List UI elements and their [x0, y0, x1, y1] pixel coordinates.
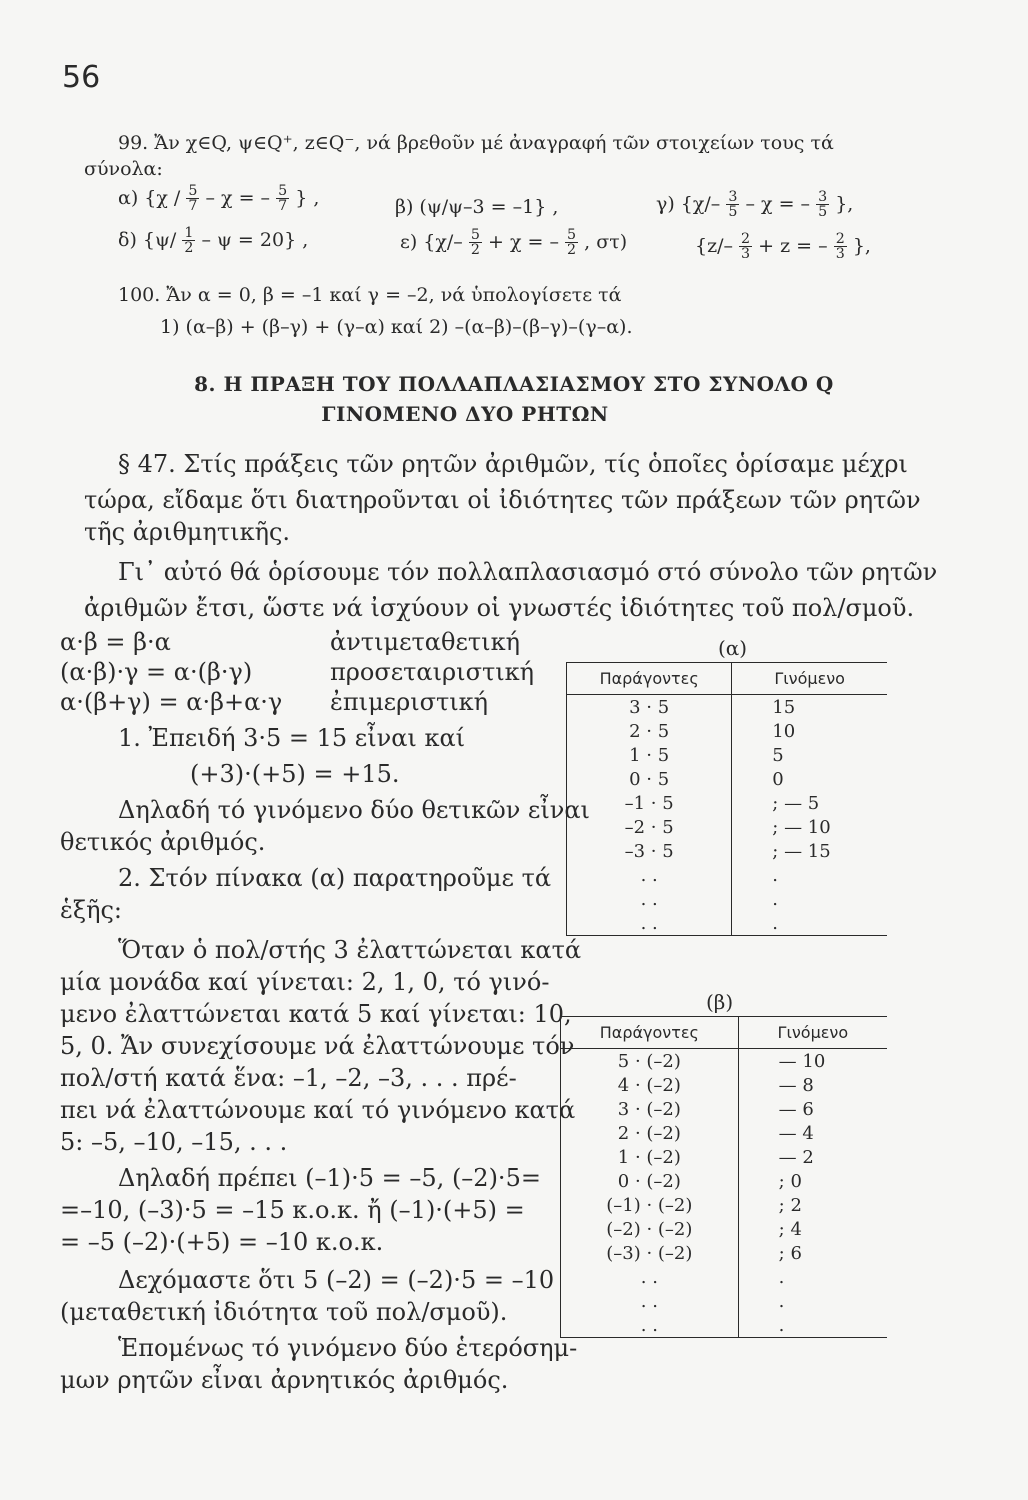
paragraph-1-line-1: § 47. Στίς πράξεις τῶν ρητῶν ἀριθμῶν, τίς ὁποῖες ὁρίσαμε μέχρι [118, 450, 908, 478]
factors-cell: –3 · 5 [567, 839, 732, 863]
fraction: $\frac{2}{3}$ [741, 231, 751, 263]
table-row [561, 1265, 887, 1289]
table-row [567, 815, 887, 839]
statement-1-line-4: θετικός ἀριθμός. [60, 828, 266, 856]
product-cell: — 10 [778, 1050, 826, 1072]
table-b-header-product: Γινόμενο [738, 1017, 887, 1049]
table-b-caption: (β) [706, 990, 734, 1014]
statement-5-line-2: (μεταθετική ἰδιότητα τοῦ πολ/σμοῦ). [60, 1298, 508, 1326]
statement-3-line-6: πει νά ἐλαττώνουμε καί τό γινόμενο κατά [60, 1096, 576, 1124]
product-cell: 5 [772, 744, 784, 766]
exercise-99-g: γ) {χ/– $\frac{3}{5}$ – χ = – $\frac{3}{5}$ }, [656, 189, 854, 221]
product-cell: . [772, 912, 779, 934]
product-cell: — 6 [778, 1098, 814, 1120]
product-cell: . [778, 1314, 785, 1336]
exercise-100-line-1: 100. Ἄν α = 0, β = –1 καί γ = –2, νά ὑπολογίσετε τά [118, 284, 622, 306]
product-cell: ; — 10 [772, 816, 831, 838]
table-row [561, 1241, 887, 1265]
statement-6-line-1: Ἑπομένως τό γινόμενο δύο ἑτερόσημ- [118, 1334, 578, 1362]
product-cell: . [772, 864, 779, 886]
factors-cell: –2 · 5 [567, 815, 732, 839]
factors-cell: (–3) · (–2) [561, 1241, 738, 1265]
table-row [561, 1049, 887, 1074]
factors-cell: 0 · (–2) [561, 1169, 738, 1193]
table-row [561, 1145, 887, 1169]
factors-cell: 1 · (–2) [561, 1145, 738, 1169]
factors-cell: (–2) · (–2) [561, 1217, 738, 1241]
statement-1-line-3: Δηλαδή τό γινόμενο δύο θετικῶν εἶναι [118, 796, 590, 824]
table-row [561, 1193, 887, 1217]
product-cell: — 2 [778, 1146, 814, 1168]
product-cell: ; 4 [778, 1218, 802, 1240]
table-row [561, 1097, 887, 1121]
factors-cell: 3 · 5 [567, 695, 732, 720]
factors-cell: 5 · (–2) [561, 1049, 738, 1074]
statement-4-line-1: Δηλαδή πρέπει (–1)·5 = –5, (–2)·5= [118, 1164, 541, 1192]
statement-3-line-3: μενο ἐλαττώνεται κατά 5 καί γίνεται: 10, [60, 1000, 572, 1028]
factors-cell: –1 · 5 [567, 791, 732, 815]
statement-3-line-2: μία μονάδα καί γίνεται: 2, 1, 0, τό γινό- [60, 968, 550, 996]
product-cell: 15 [772, 696, 796, 718]
table-a-header-factors: Παράγοντες [567, 663, 732, 695]
law-distributive-name: ἐπιμεριστική [330, 688, 489, 716]
exercise-99-st: {z/– $\frac{2}{3}$ + z = – $\frac{2}{3}$ }, [695, 231, 871, 263]
factors-cell: (–1) · (–2) [561, 1193, 738, 1217]
product-cell: 0 [772, 768, 784, 790]
page-number: 56 [62, 60, 101, 95]
factors-cell: . . [561, 1265, 738, 1289]
table-a [566, 662, 887, 936]
exercise-99-a: α) {χ / $\frac{5}{7}$ – χ = – $\frac{5}{7}$ } , [118, 183, 320, 215]
law-distributive-formula: α·(β+γ) = α·β+α·γ [60, 688, 283, 716]
exercise-99-intro: 99. Ἄν χ∈Q, ψ∈Q⁺, z∈Q⁻, νά βρεθοῦν μέ ἀναγραφή τῶν στοιχείων τους τά [118, 132, 834, 154]
factors-cell: 4 · (–2) [561, 1073, 738, 1097]
fraction: $\frac{3}{5}$ [728, 189, 738, 221]
law-commutative-formula: α·β = β·α [60, 628, 171, 656]
statement-6-line-2: μων ρητῶν εἶναι ἀρνητικός ἀριθμός. [60, 1366, 509, 1394]
product-cell: ; 2 [778, 1194, 802, 1216]
product-cell: ; — 15 [772, 840, 831, 862]
statement-5-line-1: Δεχόμαστε ὅτι 5 (–2) = (–2)·5 = –10 [118, 1266, 555, 1294]
product-cell: — 4 [778, 1122, 814, 1144]
exercise-100-line-2: 1) (α–β) + (β–γ) + (γ–α) καί 2) –(α–β)–(β–γ)–(γ–α). [160, 316, 633, 338]
factors-cell: 1 · 5 [567, 743, 732, 767]
factors-cell: . . [561, 1313, 738, 1337]
table-row [561, 1169, 887, 1193]
table-row [561, 1073, 887, 1097]
table-b [560, 1016, 887, 1338]
table-row [561, 1289, 887, 1313]
statement-3-line-4: 5, 0. Ἄν συνεχίσουμε νά ἐλαττώνουμε τόν [60, 1032, 575, 1060]
statement-2-line-2: ἑξῆς: [60, 896, 123, 924]
factors-cell: . . [561, 1289, 738, 1313]
law-associative-name: προσεταιριστική [330, 658, 535, 686]
fraction: $\frac{5}{7}$ [188, 183, 198, 215]
law-associative-formula: (α·β)·γ = α·(β·γ) [60, 658, 253, 686]
table-b-header-factors: Παράγοντες [561, 1017, 738, 1049]
statement-4-line-3: = –5 (–2)·(+5) = –10 κ.ο.κ. [60, 1228, 384, 1256]
factors-cell: . . [567, 887, 732, 911]
factors-cell: 2 · 5 [567, 719, 732, 743]
law-commutative-name: ἀντιμεταθετική [330, 628, 520, 656]
table-row [567, 863, 887, 887]
product-cell: . [778, 1266, 785, 1288]
factors-cell: 0 · 5 [567, 767, 732, 791]
fraction: $\frac{2}{3}$ [835, 231, 845, 263]
statement-3-line-5: πολ/στή κατά ἕνα: –1, –2, –3, . . . πρέ- [60, 1064, 517, 1092]
fraction: $\frac{1}{2}$ [184, 225, 194, 257]
exercise-99-intro-2: σύνολα: [84, 158, 163, 180]
paragraph-1-line-3: τῆς ἀριθμητικῆς. [84, 518, 291, 546]
table-row [561, 1217, 887, 1241]
paragraph-1-line-2: τώρα, εἴδαμε ὅτι διατηροῦνται οἱ ἰδιότητες τῶν πράξεων τῶν ρητῶν [84, 486, 921, 514]
fraction: $\frac{5}{2}$ [470, 227, 480, 259]
table-row [567, 911, 887, 935]
exercise-99-b: β) (ψ/ψ–3 = –1} , [395, 196, 559, 218]
table-a-caption: (α) [718, 636, 748, 660]
fraction: $\frac{5}{7}$ [278, 183, 288, 215]
table-row [567, 719, 887, 743]
table-row [567, 887, 887, 911]
statement-4-line-2: =–10, (–3)·5 = –15 κ.ο.κ. ἤ (–1)·(+5) = [60, 1196, 525, 1224]
statement-2-line-1: 2. Στόν πίνακα (α) παρατηροῦμε τά [118, 864, 552, 892]
statement-1-line-2: (+3)·(+5) = +15. [190, 760, 400, 788]
paragraph-2-line-1: Γι᾽ αὐτό θά ὁρίσουμε τόν πολλαπλασιασμό στό σύνολο τῶν ρητῶν [118, 558, 938, 586]
product-cell: ; — 5 [772, 792, 820, 814]
table-a-header-product: Γινόμενο [732, 663, 887, 695]
table-row [561, 1313, 887, 1337]
product-cell: 10 [772, 720, 796, 742]
paragraph-2-line-2: ἀριθμῶν ἔτσι, ὥστε νά ἰσχύουν οἱ γνωστές ἰδιότητες τοῦ πολ/σμοῦ. [84, 594, 915, 622]
factors-cell: 3 · (–2) [561, 1097, 738, 1121]
statement-3-line-1: Ὅταν ὁ πολ/στής 3 ἐλαττώνεται κατά [118, 936, 582, 964]
table-row [567, 743, 887, 767]
table-b-grid [561, 1017, 887, 1337]
table-row [567, 695, 887, 720]
product-cell: ; 0 [778, 1170, 802, 1192]
statement-3-line-7: 5: –5, –10, –15, . . . [60, 1128, 288, 1156]
factors-cell: 2 · (–2) [561, 1121, 738, 1145]
table-row [561, 1121, 887, 1145]
section-title-line-2: ΓΙΝΟΜΕΝΟ ΔΥΟ ΡΗΤΩΝ [321, 402, 609, 426]
product-cell: ; 6 [778, 1242, 802, 1264]
statement-1-line-1: 1. Ἐπειδή 3·5 = 15 εἶναι καί [118, 724, 466, 752]
fraction: $\frac{3}{5}$ [818, 189, 828, 221]
section-title-line-1: 8. Η ΠΡΑΞΗ ΤΟΥ ΠΟΛΛΑΠΛΑΣΙΑΣΜΟΥ ΣΤΟ ΣΥΝΟΛΟ Q [194, 372, 834, 396]
table-row [567, 767, 887, 791]
factors-cell: . . [567, 911, 732, 935]
exercise-99-d: δ) {ψ/ $\frac{1}{2}$ – ψ = 20} , [118, 225, 309, 257]
table-row [567, 791, 887, 815]
table-a-grid [567, 663, 887, 935]
product-cell: . [778, 1290, 785, 1312]
table-row [567, 839, 887, 863]
exercise-99-e: ε) {χ/– $\frac{5}{2}$ + χ = – $\frac{5}{2}$ , στ) [400, 227, 628, 259]
fraction: $\frac{5}{2}$ [567, 227, 577, 259]
product-cell: . [772, 888, 779, 910]
product-cell: — 8 [778, 1074, 814, 1096]
factors-cell: . . [567, 863, 732, 887]
